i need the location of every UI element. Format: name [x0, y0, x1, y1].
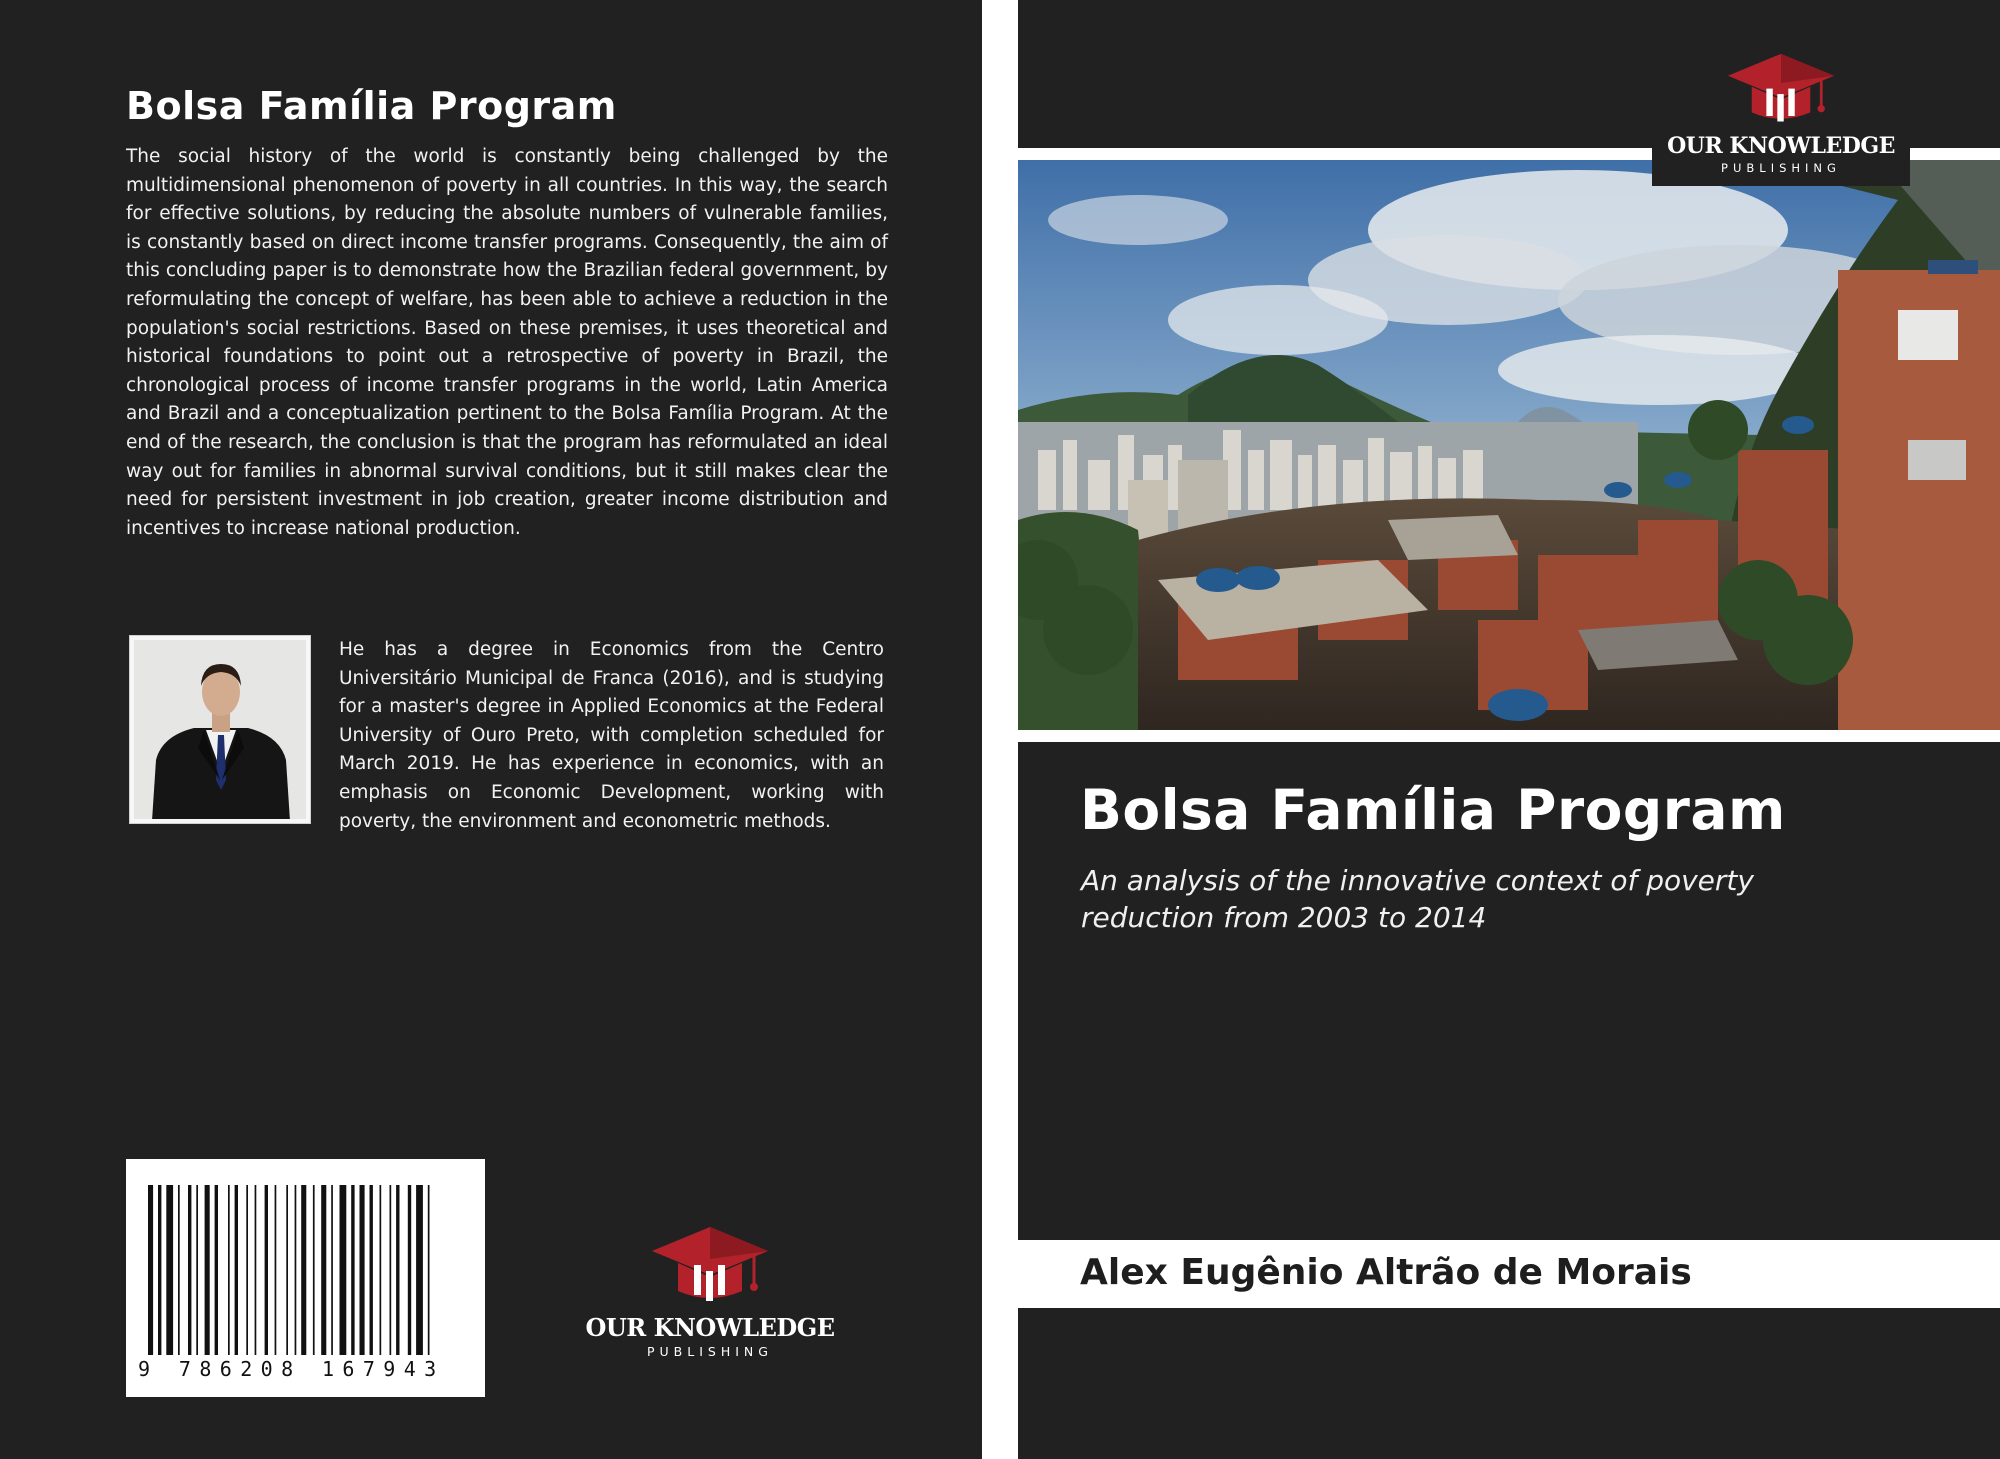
barcode-bars	[148, 1185, 463, 1355]
back-cover	[0, 0, 982, 1459]
isbn-number: 9 786208 167943	[138, 1357, 445, 1381]
back-cover-title: Bolsa Família Program	[126, 84, 617, 128]
favela-landscape-illustration	[1018, 160, 2000, 730]
publisher-logo-back	[580, 1225, 840, 1359]
publisher-subtitle: PUBLISHING	[1721, 161, 1841, 175]
author-portrait-illustration	[134, 640, 306, 819]
graduation-cap-icon	[650, 1225, 770, 1307]
publisher-logo-front	[1652, 52, 1910, 175]
back-cover-blurb: The social history of the world is constantly being challenged by the multidimensional phenomenon of poverty in all countries. In this way, the search for effective solutions, by reducing the absolute numbers of vulnerable families, is constantly based on direct income transfer programs. Consequently, the aim of this concluding paper is to demonstrate how the Brazilian federal government, by reformulating the concept of welfare, has been able to achieve a reduction in the population's social restrictions. Based on these premises, it uses theoretical and historical foundations to point out a retrospective of poverty in Brazil, the chronological process of income transfer programs in the world, Latin America and Brazil and a conceptualization pertinent to the Bolsa Família Program. At the end of the research, the conclusion is that the program has reformulated an ideal way out for families in abnormal survival conditions, but it still makes clear the need for persistent investment in job creation, greater income distribution and incentives to increase national production.	[126, 146, 888, 539]
front-cover-title: Bolsa Família Program	[1080, 778, 1786, 842]
spine	[982, 0, 1018, 1459]
photo-bottom-band	[1018, 730, 2000, 742]
author-bio: He has a degree in Economics from the Centro Universitário Municipal de Franca (2016), and is studying for a master's degree in Applied Economics at the Federal University of Ouro Preto, with completion scheduled for March 2019. He has experience in economics, with an emphasis on Economic Development, working with poverty, the environment and econometric methods.	[339, 639, 884, 832]
front-cover	[1018, 0, 2000, 1459]
front-cover-subtitle: An analysis of the innovative context of poverty reduction from 2003 to 2014	[1081, 864, 1754, 934]
publisher-logo-box	[1652, 0, 1910, 186]
publisher-name: OUR KNOWLEDGE	[1667, 133, 1895, 159]
isbn-barcode	[126, 1159, 485, 1397]
graduation-cap-icon	[1726, 52, 1836, 127]
publisher-subtitle: PUBLISHING	[647, 1344, 773, 1359]
publisher-name: OUR KNOWLEDGE	[585, 1313, 835, 1342]
cover-photo-favela	[1018, 160, 2000, 730]
author-name: Alex Eugênio Altrão de Morais	[1080, 1252, 1692, 1293]
author-band	[1018, 1240, 2000, 1308]
author-photo	[129, 635, 311, 824]
